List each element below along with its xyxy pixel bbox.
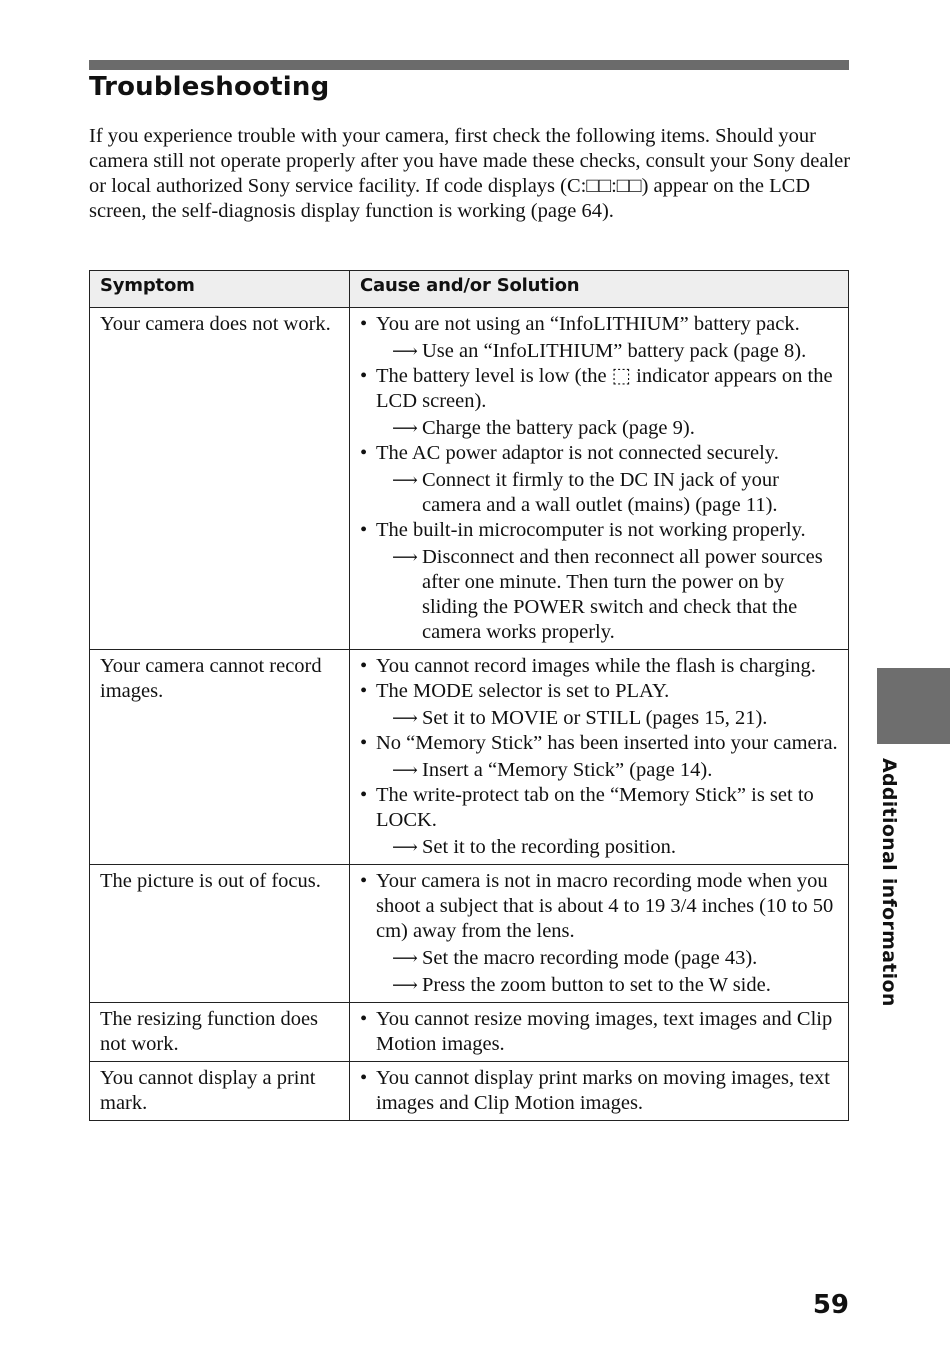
bullet-icon: • [360, 732, 368, 754]
solution-step [376, 545, 840, 645]
cause-text: You are not using an “InfoLITHIUM” battery pack. [376, 313, 800, 335]
cause-item [360, 1066, 840, 1116]
symptom-cell: Your camera does not work. [90, 308, 350, 650]
solution-step [376, 416, 840, 441]
arrow-right-icon: ⟶ [392, 418, 418, 438]
section-tab-label: Additional information [878, 758, 900, 1007]
cause-text: The built-in microcomputer is not working properly. [376, 519, 806, 541]
page-title: Troubleshooting [89, 72, 330, 102]
solution-step [376, 706, 840, 731]
cause-item [360, 731, 840, 783]
arrow-right-icon: ⟶ [392, 341, 418, 361]
solution-text: Disconnect and then reconnect all power sources after one minute. Then turn the power on by sliding the POWER switch and check that the camera works properly. [422, 546, 823, 643]
solution-cell [350, 308, 849, 650]
cause-text: The write-protect tab on the “Memory Stick” is set to LOCK. [376, 784, 814, 831]
cause-list [360, 654, 840, 860]
solution-cell [350, 865, 849, 1003]
symptom-cell: The picture is out of focus. [90, 865, 350, 1003]
header-rule [89, 60, 849, 70]
cause-item [360, 679, 840, 731]
cause-item [360, 364, 840, 441]
cause-item [360, 518, 840, 645]
intro-paragraph: If you experience trouble with your camera, first check the following items. Should your camera still not operate properly after you have made these checks, consult your Sony dealer or local authorized Sony service facility. If code displays (C:□□:□□) appear on the LCD screen, the self-diagnosis display function is working (page 64). [89, 125, 851, 222]
solution-text: Charge the battery pack (page 9). [422, 417, 695, 439]
table-body [90, 308, 849, 1121]
cause-text: You cannot display print marks on moving images, text images and Clip Motion images. [376, 1067, 831, 1114]
solution-cell [350, 650, 849, 865]
cause-list [360, 869, 840, 998]
table-row [90, 1062, 849, 1121]
solution-step [376, 339, 840, 364]
solution-text: Set it to MOVIE or STILL (pages 15, 21). [422, 707, 768, 729]
solution-text: Press the zoom button to set to the W side. [422, 974, 771, 996]
table-row [90, 308, 849, 650]
arrow-right-icon: ⟶ [392, 470, 418, 490]
symptom-column-header: Symptom [90, 271, 350, 308]
cause-text: The MODE selector is set to PLAY. [376, 680, 670, 702]
cause-text: You cannot record images while the flash is charging. [376, 655, 816, 677]
symptom-cell: Your camera cannot record images. [90, 650, 350, 865]
cause-list [360, 1066, 840, 1116]
cause-list [360, 312, 840, 645]
cause-text: The AC power adaptor is not connected securely. [376, 442, 779, 464]
bullet-icon: • [360, 313, 368, 335]
bullet-icon: • [360, 442, 368, 464]
bullet-icon: • [360, 870, 368, 892]
cause-list [360, 1007, 840, 1057]
solution-step [376, 946, 840, 971]
cause-item [360, 783, 840, 860]
solution-text: Connect it firmly to the DC IN jack of your camera and a wall outlet (mains) (page 11). [422, 469, 779, 516]
arrow-right-icon: ⟶ [392, 708, 418, 728]
section-tab [877, 668, 950, 744]
table-row [90, 650, 849, 865]
solution-column-header: Cause and/or Solution [350, 271, 849, 308]
cause-text: You cannot resize moving images, text images and Clip Motion images. [376, 1008, 833, 1055]
bullet-icon: • [360, 1008, 368, 1030]
cause-item [360, 654, 840, 679]
table-header-row [90, 271, 849, 308]
solution-text: Set it to the recording position. [422, 836, 676, 858]
cause-text: No “Memory Stick” has been inserted into your camera. [376, 732, 838, 754]
solution-step [376, 835, 840, 860]
bullet-icon: • [360, 680, 368, 702]
bullet-icon: • [360, 655, 368, 677]
cause-item [360, 869, 840, 998]
solution-cell [350, 1003, 849, 1062]
cause-text: The battery level is low (the ⬚ indicator appears on the LCD screen). [376, 365, 833, 412]
arrow-right-icon: ⟶ [392, 760, 418, 780]
bullet-icon: • [360, 365, 368, 387]
cause-item [360, 441, 840, 518]
symptom-cell: You cannot display a print mark. [90, 1062, 350, 1121]
solution-step [376, 973, 840, 998]
bullet-icon: • [360, 519, 368, 541]
troubleshooting-table [89, 270, 849, 1121]
solution-cell [350, 1062, 849, 1121]
solution-text: Set the macro recording mode (page 43). [422, 947, 758, 969]
arrow-right-icon: ⟶ [392, 837, 418, 857]
solution-step [376, 468, 840, 518]
cause-item [360, 1007, 840, 1057]
cause-text: Your camera is not in macro recording mode when you shoot a subject that is about 4 to 19 3/4 inches (10 to 50 cm) away from the lens. [376, 870, 834, 942]
table-row [90, 865, 849, 1003]
arrow-right-icon: ⟶ [392, 975, 418, 995]
page-number: 59 [812, 1290, 849, 1320]
cause-item [360, 312, 840, 364]
table-row [90, 1003, 849, 1062]
bullet-icon: • [360, 1067, 368, 1089]
bullet-icon: • [360, 784, 368, 806]
arrow-right-icon: ⟶ [392, 948, 418, 968]
symptom-cell: The resizing function does not work. [90, 1003, 350, 1062]
solution-step [376, 758, 840, 783]
solution-text: Insert a “Memory Stick” (page 14). [422, 759, 713, 781]
arrow-right-icon: ⟶ [392, 547, 418, 567]
solution-text: Use an “InfoLITHIUM” battery pack (page 8). [422, 340, 807, 362]
